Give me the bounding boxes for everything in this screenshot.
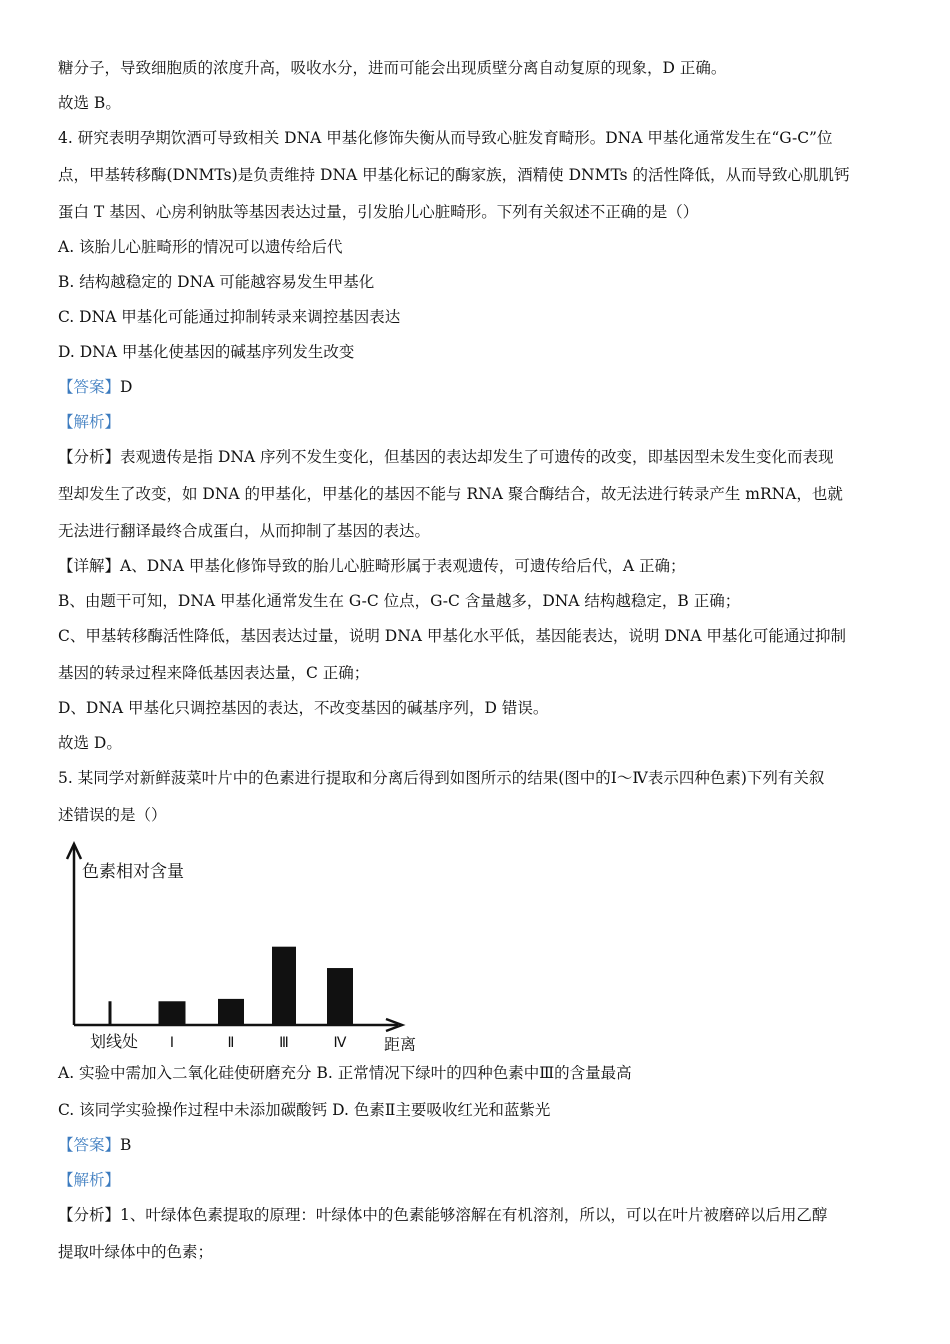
text-line: 4. 研究表明孕期饮酒可导致相关 DNA 甲基化修饰失衡从而导致心脏发育畸形。DNA 甲基化通常发生在“G-C”位 (58, 129, 833, 147)
answer-value: D (120, 378, 133, 396)
answer-label: 【答案】 (58, 378, 121, 396)
q4-fenxi-line-1: 【分析】表观遗传是指 DNA 序列不发生变化，但基因的表达却发生了可遗传的改变，即基因型未发生变化而表现 (58, 448, 834, 466)
question-4-stem (58, 58, 894, 377)
bar-3 (272, 947, 296, 1025)
q5-fenxi-line-2: 提取叶绿体中的色素； (58, 1243, 214, 1261)
text-line: 故选 B。 (58, 94, 121, 112)
q4-xiangjie-line-1: 【详解】A、DNA 甲基化修饰导致的胎儿心脏畸形属于表观遗传，可遗传给后代，A 正确； (58, 557, 686, 575)
page (58, 58, 894, 1262)
bar-0 (109, 1001, 112, 1025)
q4-xiangjie-line-3: C、甲基转移酶活性降低，基因表达过量，说明 DNA 甲基化水平低，基因能表达，说明 DNA 甲基化可能通过抑制 (58, 627, 846, 645)
bar-1 (159, 1001, 186, 1025)
q4-analysis-label: 【解析】 (58, 413, 121, 431)
q4-answer (58, 377, 894, 397)
text-line: B. 结构越稳定的 DNA 可能越容易发生甲基化 (58, 273, 375, 291)
bar-4 (327, 968, 353, 1025)
q5-options-line-1: A. 实验中需加入二氧化硅使研磨充分 B. 正常情况下绿叶的四种色素中Ⅲ的含量最高 (58, 1064, 632, 1082)
tick-label-4: Ⅳ (333, 1035, 347, 1051)
q4-fenxi-line-2: 型却发生了改变，如 DNA 的甲基化，甲基化的基因不能与 RNA 聚合酶结合，故无法进行转录产生 mRNA，也就 (58, 485, 843, 503)
pigment-bar-chart (58, 841, 894, 1051)
q5-answer (58, 1135, 894, 1155)
text-line: A. 该胎儿心脏畸形的情况可以遗传给后代 (58, 238, 343, 256)
q4-xiangjie-line-2: B、由题干可知，DNA 甲基化通常发生在 G-C 位点，G-C 含量越多，DNA 结构越稳定，B 正确； (58, 592, 741, 610)
bars-group (109, 947, 354, 1025)
text-line: D. DNA 甲基化使基因的碱基序列发生改变 (58, 343, 355, 361)
text-line: C. DNA 甲基化可能通过抑制转录来调控基因表达 (58, 308, 401, 326)
q5-options-line-2: C. 该同学实验操作过程中未添加碳酸钙 D. 色素Ⅱ主要吸收红光和蓝紫光 (58, 1101, 551, 1119)
answer-value: B (120, 1136, 132, 1154)
q4-conclusion: 故选 D。 (58, 734, 122, 752)
tick-label-1: Ⅰ (169, 1035, 175, 1051)
q5-stem-line-1: 5. 某同学对新鲜菠菜叶片中的色素进行提取和分离后得到如图所示的结果(图中的Ⅰ～Ⅳ表示四种色素)下列有关叙 (58, 769, 825, 787)
text-line: 蛋白 T 基因、心房利钠肽等基因表达过量，引发胎儿心脏畸形。下列有关叙述不正确的是（） (58, 203, 699, 221)
text-line: 糖分子，导致细胞质的浓度升高，吸收水分，进而可能会出现质壁分离自动复原的现象，D 正确。 (58, 59, 727, 77)
q4-xiangjie-line-5: D、DNA 甲基化只调控基因的表达，不改变基因的碱基序列，D 错误。 (58, 699, 549, 717)
tick-labels-group (90, 1032, 347, 1051)
bar-2 (218, 999, 244, 1025)
tick-label-3: Ⅲ (279, 1035, 289, 1051)
tick-label-2: Ⅱ (227, 1035, 235, 1051)
x-axis-label: 距离 (384, 1035, 417, 1051)
chart-svg (58, 841, 478, 1051)
q5-stem-line-2: 述错误的是（） (58, 806, 167, 824)
text-line: 点，甲基转移酶(DNMTs)是负责维持 DNA 甲基化标记的酶家族，酒精使 DNMTs 的活性降低，从而导致心肌肌钙 (58, 166, 850, 184)
q5-fenxi-line-1: 【分析】1、叶绿体色素提取的原理：叶绿体中的色素能够溶解在有机溶剂，所以，可以在叶片被磨碎以后用乙醇 (58, 1206, 828, 1224)
q4-xiangjie-line-4: 基因的转录过程来降低基因表达量，C 正确； (58, 664, 370, 682)
q4-fenxi-line-3: 无法进行翻译最终合成蛋白，从而抑制了基因的表达。 (58, 522, 431, 540)
tick-label-0: 划线处 (89, 1032, 139, 1051)
answer-label: 【答案】 (58, 1136, 121, 1154)
q5-analysis-label: 【解析】 (58, 1171, 121, 1189)
y-axis-label: 色素相对含量 (82, 862, 184, 882)
